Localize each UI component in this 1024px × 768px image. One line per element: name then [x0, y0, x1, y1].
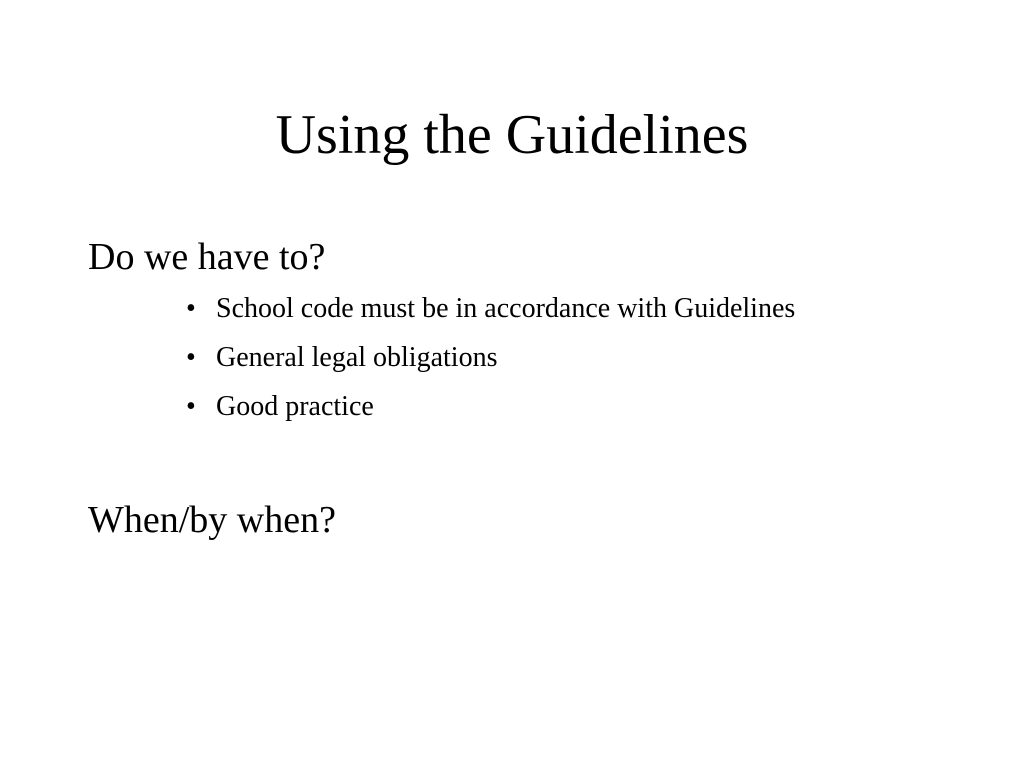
section-heading-do-we-have-to: Do we have to?: [88, 236, 326, 278]
bullet-text: Good practice: [216, 391, 374, 422]
bullet-item: [186, 390, 795, 439]
bullet-text: General legal obligations: [216, 342, 498, 373]
bullet-icon: •: [186, 293, 196, 324]
bullet-item: [186, 341, 795, 390]
bullet-icon: •: [186, 342, 196, 373]
bullet-list: [186, 292, 795, 439]
bullet-icon: •: [186, 391, 196, 422]
slide-title: Using the Guidelines: [275, 104, 749, 166]
bullet-text: School code must be in accordance with Guidelines: [216, 293, 796, 324]
bullet-item: [186, 292, 795, 341]
section-heading-when-by-when: When/by when?: [88, 499, 336, 541]
